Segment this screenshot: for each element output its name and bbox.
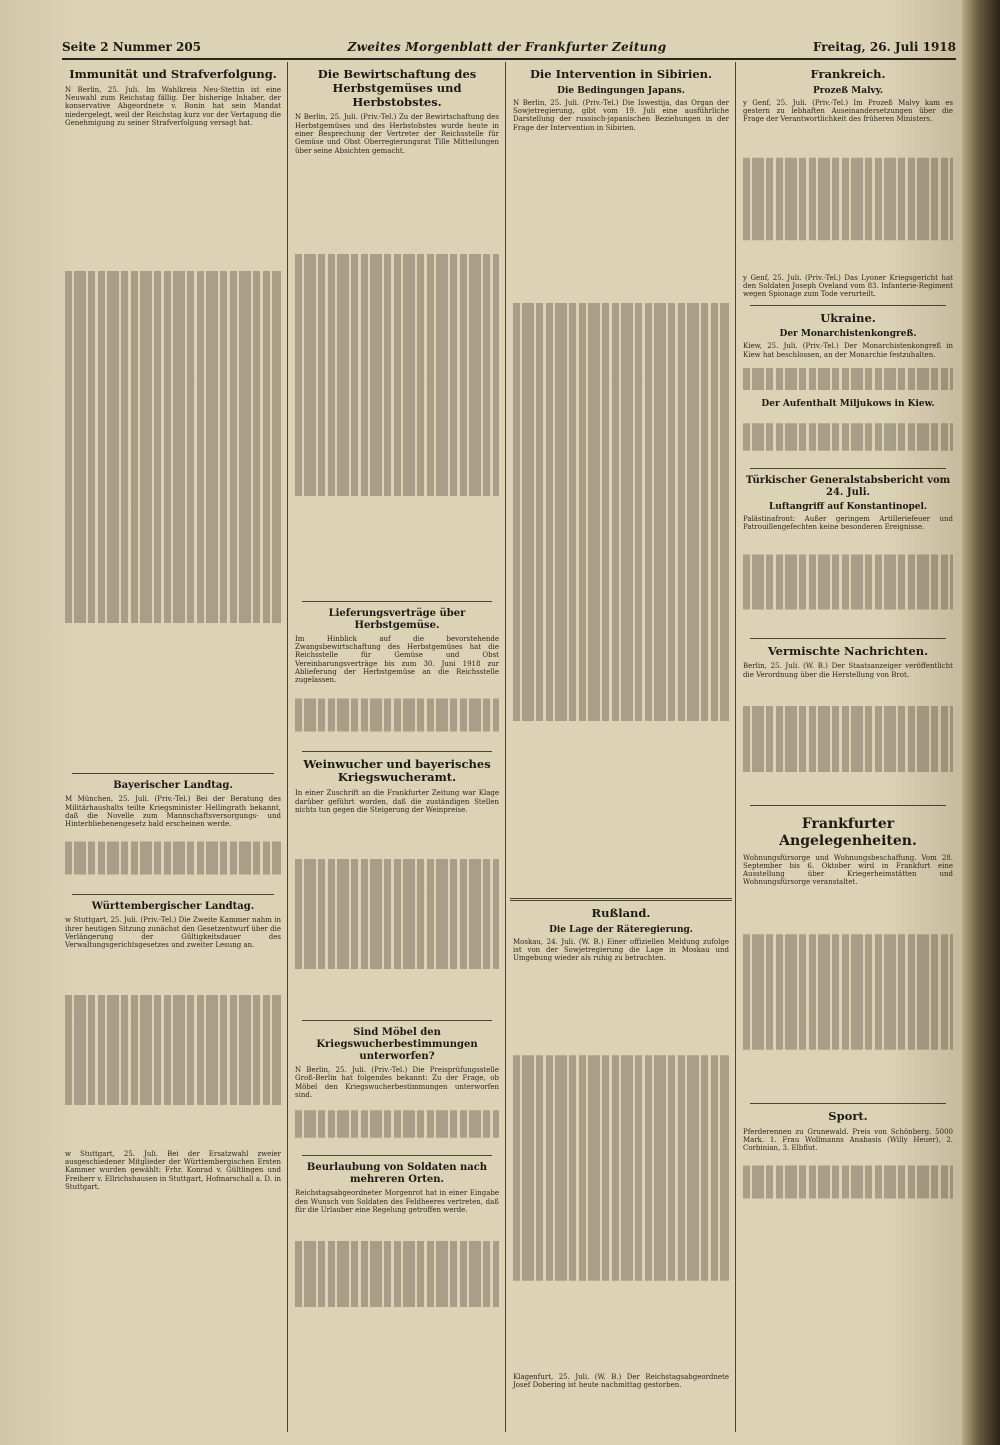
column-1 [62,62,284,1432]
column-2 [292,62,502,1432]
article-body [740,515,956,632]
article-paragraph: N Berlin, 25. Juli. Im Wahlkreis Neu-Stettin ist eine Neuwahl zum Reichstag fällig. Der bisherige Inhaber, der konservative Abgeordnete v. Bonin hat sein Mandat niedergelegt, weil der Reichstag kurz vor der Vertagung die Genehmigung zu seiner Strafverfolgung versagt hat. [65,85,281,127]
article-heading-generalstab: Türkischer Generalstabsbericht vom 24. Juli. [745,474,951,498]
article-body [292,789,502,1014]
column-4 [740,62,956,1432]
article-paragraph: N Berlin, 25. Juli. (Priv.-Tel.) Die Iswestija, das Organ der Sowjetregierung, gibt vom 19. Juli eine ausführliche Darstellung der russisch-japanischen Beziehungen in der Frage der Intervention in Sibirien. [513,98,729,132]
article-paragraph: w Stuttgart, 25. Juli. Bei der Ersatzwahl zweier ausgeschiedener Mitglieder der Württembergischen Ersten Kammer wurden gewählt: Frhr. Konrad v. Gültlingen und Freiherr v. Ellrichshausen in Stuttgart, Hofmarschall a. D. in Stuttgart. [65,1149,281,1191]
article-paragraph: Reichstagsabgeordneter Morgenrot hat in einer Eingabe den Wunsch von Soldaten des Feldheeres vertreten, daß für die Urlauber eine Regelung getroffen werde. [295,1189,499,1214]
article-body [510,938,732,1389]
article-paragraph: Palästinafront: Außer geringem Artilleriefeuer und Patrouillengefechten keine besonderen Ereignisse. [743,514,953,532]
page-header [62,40,956,60]
article-heading-vermischtes: Vermischte Nachrichten. [767,643,929,658]
article-heading-wuerttemberg: Württembergischer Landtag. [91,901,255,913]
article-paragraph: Im Hinblick auf die bevorstehende Zwangsbewirtschaftung des Herbstgemüses hat die Reichsstelle für Gemüse und Obst Vereinbarungsverträge bis zum 30. Juni 1918 zur Ablieferung der Herbstgemüse an die Reichsstelle zugelassen. [295,634,499,685]
article-heading-sibirien: Die Intervention in Sibirien. [529,67,713,81]
column-divider [735,62,736,1432]
article-paragraph: M München, 25. Juli. (Priv.-Tel.) Bei der Beratung des Militärhaushalts teilte Kriegsminister Hellingrath bekannt, daß die Novelle zum Mannschaftsversorgungs- und Hinterbliebenengesetz bald erscheinen werde. [65,795,281,829]
article-paragraph: Pferderennen zu Grunewald. Preis von Schönberg. 5000 Mark. 1. Frau Wollmanns Anabasis (Willy Heuer), 2. Corbinian, 3. Elbflut. [743,1127,953,1153]
article-subheading: Die Lage der Räteregierung. [549,924,693,935]
article-heading-frankreich: Frankreich. [810,67,886,81]
article-paragraph: N Berlin, 25. Juli. (Priv.-Tel.) Die Preisprüfungsstelle Groß-Berlin hat folgendes bekannt: Zu der Frage, ob Möbel den Kriegswucherbestimmungen unterworfen sind. [295,1066,499,1100]
article-body [740,854,956,1097]
column-divider [505,62,506,1432]
article-body [62,86,284,767]
article-body [292,113,502,594]
header-date: Freitag, 26. Juli 1918 [812,40,956,54]
article-heading-frankfurt: Frankfurter Angelegenheiten. [779,815,917,849]
article-paragraph: Kiew, 25. Juli. (Priv.-Tel.) Der Monarchistenkongreß in Kiew hat beschlossen, an der Monarchie festzuhalten. [743,342,953,359]
article-body [740,412,956,462]
article-paragraph: In einer Zuschrift an die Frankfurter Zeitung war Klage darüber geführt worden, daß die zuständigen Stellen nichts tun gegen die Steigerung der Weinpreise. [295,789,499,814]
article-body [740,662,956,799]
article-heading-ukraine: Ukraine. [820,310,876,325]
article-heading-weinwucher: Weinwucher und bayerisches Kriegswucheramt. [303,756,491,785]
article-heading-lieferungsvertraege: Lieferungsverträge über Herbstgemüse. [328,607,466,631]
article-body [62,916,284,1191]
article-columns [62,62,956,1432]
article-paragraph: w Stuttgart, 25. Juli. (Priv.-Tel.) Die Zweite Kammer nahm in ihrer heutigen Sitzung zunächst den Gesetzentwurf über die Verlängerung der Gültigkeitsdauer des Verwaltungsgerichtsgesetzes und zweiter Lesung an. [65,916,281,950]
page-binding-edge [962,0,1000,1445]
article-heading-beurlaubung: Beurlaubung von Soldaten nach mehreren Orten. [306,1162,488,1186]
article-body [510,99,732,892]
header-page-number: Seite 2 Nummer 205 [62,40,202,54]
article-body [292,1189,502,1334]
article-heading-moebel: Sind Möbel den Kriegswucherbestimmungen unterworfen? [316,1027,478,1063]
article-body [292,1066,502,1149]
article-paragraph: N Berlin, 25. Juli. (Priv.-Tel.) Zu der Bewirtschaftung des Herbstgemüses und des Herbstobstes wurde heute in einer Besprechung der Vertreter der Reichsstelle für Gemüse und Obst Oberregierungsrat Tille Mitteilungen über seine Absichten gemacht. [295,113,499,155]
column-divider [287,62,288,1432]
article-subheading: Prozeß Malvy. [812,85,884,96]
article-heading-herbstgemuese: Die Bewirtschaftung des Herbstgemüses und Herbstobstes. [317,67,477,109]
article-body [740,99,956,299]
article-body [292,635,502,745]
article-paragraph: Berlin, 25. Juli. (W. B.) Der Staatsanzeiger veröffentlicht die Verordnung über die Herstellung von Brot. [743,662,953,679]
article-subheading: Die Bedingungen Japans. [557,85,685,96]
article-body [740,1128,956,1213]
article-paragraph: Klagenfurt, 25. Juli. (W. B.) Der Reichstagsabgeordnete Josef Dobering ist heute nachmittag gestorben. [513,1372,729,1389]
article-paragraph: Moskau, 24. Juli. (W. B.) Einer offiziellen Meldung zufolge ist von der Sowjetregierung die Lage in Moskau und Umgebung wieder als ruhig zu betrachten. [513,937,729,963]
article-paragraph: Wohnungsfürsorge und Wohnungsbeschaffung. Vom 28. September bis 6. Oktober wird in Frankfurt eine Ausstellung über Kriegerheimstätten und Wohnungsfürsorge veranstaltet. [743,853,953,887]
article-heading-bayern: Bayerischer Landtag. [113,780,233,792]
article-body [62,795,284,888]
column-3 [510,62,732,1432]
article-body [740,342,956,399]
header-masthead: Zweites Morgenblatt der Frankfurter Zeitung [347,40,667,54]
article-heading-russland: Rußland. [591,905,651,920]
article-subheading: Der Aufenthalt Miljukows in Kiew. [761,398,935,409]
article-subheading: Luftangriff auf Konstantinopel. [768,501,928,512]
article-paragraph: y Genf, 25. Juli. (Priv.-Tel.) Das Lyoner Kriegsgericht hat den Soldaten Joseph Oveland vom 83. Infanterie-Regiment wegen Spionage zum Tode verurteilt. [743,273,953,299]
article-heading-sport: Sport. [828,1108,868,1123]
article-paragraph: y Genf, 25. Juli. (Priv.-Tel.) Im Prozeß Malvy kam es gestern zu lebhaften Auseinandersetzungen über die Frage der Verantwortlichkeit des früheren Ministers. [743,98,953,124]
article-subheading: Der Monarchistenkongreß. [779,329,917,340]
article-heading-immunitaet: Immunität und Strafverfolgung. [69,67,277,81]
